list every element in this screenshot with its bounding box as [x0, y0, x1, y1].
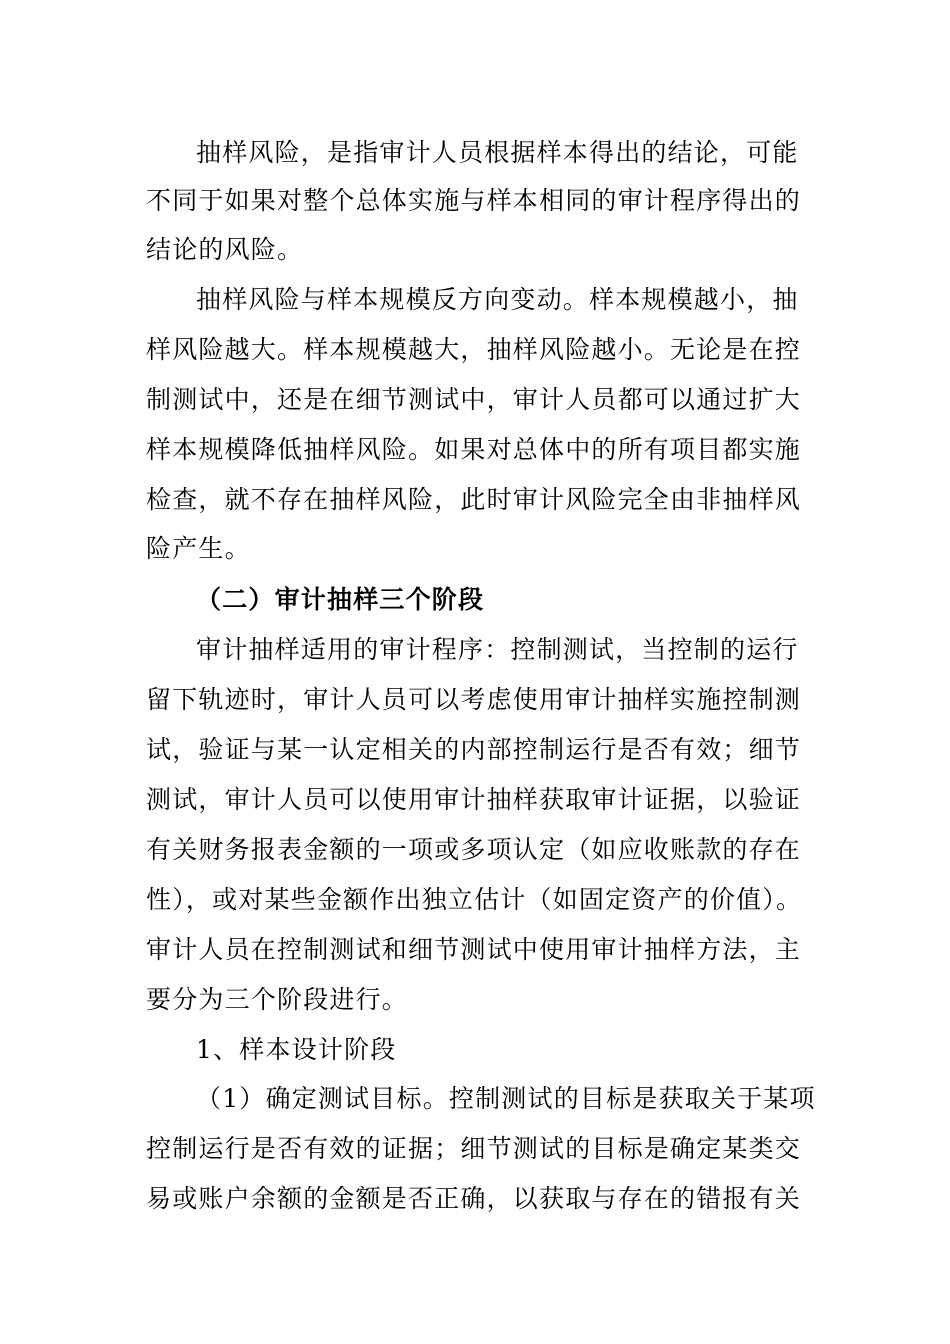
paragraph-1-line-3: 结论的风险。 — [146, 235, 304, 264]
paragraph-2-line-2: 样风险越大。样本规模越大，抽样风险越小。无论是在控 — [146, 335, 802, 364]
paragraph-5-line-2: 控制运行是否有效的证据；细节测试的目标是确定某类交 — [146, 1134, 802, 1163]
paragraph-3-line-6: 性），或对某些金额作出独立估计（如固定资产的价值）。 — [146, 885, 803, 914]
paragraph-2-line-1: 抽样风险与样本规模反方向变动。样本规模越小，抽 — [196, 285, 799, 314]
paragraph-3-line-8: 要分为三个阶段进行。 — [146, 985, 409, 1014]
paragraph-2-line-6: 险产生。 — [146, 534, 251, 563]
paragraph-1-line-2: 不同于如果对整个总体实施与样本相同的审计程序得出的 — [146, 186, 802, 215]
paragraph-2-line-3: 制测试中，还是在细节测试中，审计人员都可以通过扩大 — [146, 385, 802, 414]
paragraph-2-line-5: 检查，就不存在抽样风险，此时审计风险完全由非抽样风 — [146, 485, 802, 514]
paragraph-5-line-3: 易或账户余额的金额是否正确，以获取与存在的错报有关 — [146, 1184, 802, 1213]
paragraph-3-line-5: 有关财务报表金额的一项或多项认定（如应收账款的存在 — [146, 835, 802, 864]
paragraph-3-line-4: 测试，审计人员可以使用审计抽样获取审计证据，以验证 — [146, 785, 802, 814]
paragraph-3-line-3: 试，验证与某一认定相关的内部控制运行是否有效；细节 — [146, 735, 802, 764]
paragraph-1-line-1: 抽样风险，是指审计人员根据样本得出的结论，可能 — [196, 138, 799, 167]
paragraph-3-line-2: 留下轨迹时，审计人员可以考虑使用审计抽样实施控制测 — [146, 685, 802, 714]
paragraph-3-line-1: 审计抽样适用的审计程序：控制测试，当控制的运行 — [196, 635, 799, 664]
section-heading: （二）审计抽样三个阶段 — [196, 585, 485, 614]
paragraph-5-line-1: （1）确定测试目标。控制测试的目标是获取关于某项 — [196, 1084, 816, 1113]
paragraph-2-line-4: 样本规模降低抽样风险。如果对总体中的所有项目都实施 — [146, 435, 802, 464]
list-item-1: 1、样本设计阶段 — [196, 1035, 397, 1064]
paragraph-3-line-7: 审计人员在控制测试和细节测试中使用审计抽样方法，主 — [146, 935, 802, 964]
